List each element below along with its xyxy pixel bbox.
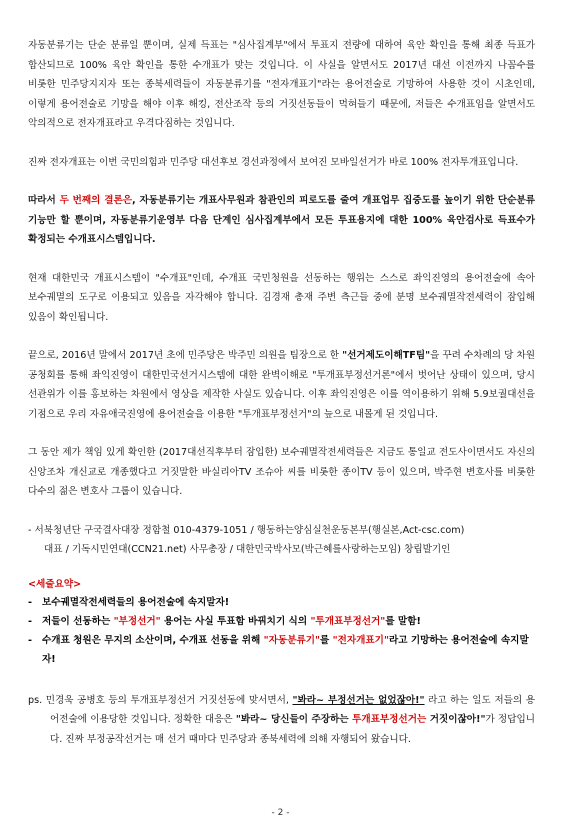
conclusion-highlight: 두 번째의 결론은: [59, 195, 133, 206]
summary-item-3-d: "전자개표기": [332, 634, 389, 646]
ps-paragraph: [28, 691, 535, 750]
page-number: - 2 -: [271, 808, 290, 818]
summary-item-2-c: 용어는 사실 투표함 바꿔치기 식의: [160, 615, 311, 627]
summary-item-1: - 보수궤멸작전세력들의 용어전술에 속지말자!: [28, 596, 230, 608]
author-contact: [28, 521, 535, 560]
summary-item-3: - 수개표 청원은 무지의 소산이며, 수개표 선동을 위해 "자동분류기"를 "전자개표기"라고 기망하는 용어전술에 속지말자!: [28, 634, 529, 665]
paragraph-3-rest: , 자동분류기는 개표사무원과 참관인의 피로도를 줄여 개표업무 집중도를 높이기 위한 단순분류 기능만 할 뿐이며, 자동분류기운영부 다음 단계인 심사집계부에서 모든 투표용지에 대한 100% 육안검사로 득표수가 확정되는 수개표시스템입니다.: [28, 195, 535, 245]
ps-a: 민경욱 공병호 등의 투개표부정선거 거짓선동에 맞서면서,: [45, 694, 293, 706]
ps-c: 라고 하는 일도 저들의 용어전술에 이용당한 것입니다. 정확한 대응은: [50, 694, 535, 725]
summary-item-3-b: "자동분류기": [263, 634, 320, 646]
ps-quote-2-red: 투개표부정선거는: [352, 714, 427, 725]
ps-quote-1: "봐라~ 부정선거는 없었잖아!": [292, 694, 425, 706]
summary-item-2-a: 저들이 선동하는: [42, 615, 114, 627]
contact-line-1: - 서북청년단 구국결사대장 정함철 010-4379-1051 / 행동하는양심실천운동본부(행실본,Act-csc.com): [28, 524, 465, 536]
summary-title: <세줄요약>: [28, 578, 82, 590]
paragraph-5-c: 을 꾸려 수차례의 당 차원 공청회를 통해 좌익진영이 대한민국선거시스템에 대한 완벽이해로 "투개표부정선거론"에서 벗어난 상태이 있으며, 당시 선관위가 이를 홍보하는 차원에서 영상을 제작한 사실도 있습니다. 이후 좌익진영은 이를 역이용하기 위해 5.9보궐대선을 기점으로 우리 자유애국진영에 용어전술을 이용한 "투개표부정선거"의 늪으로 내몰게 된 것입니다.: [28, 350, 535, 420]
summary-item-2-b: "부정선거": [113, 615, 161, 627]
paragraph-3-prefix: 따라서: [28, 195, 60, 206]
summary-item-1-text: 보수궤멸작전세력들의 용어전술에 속지말자!: [42, 596, 230, 608]
summary-item-3-e: 라고 기망하는 용어전술에 속지말자!: [42, 634, 529, 665]
paragraph-6: 그 동안 제가 책임 있게 확인한 (2017대선직후부터 잠입한) 보수궤멸작전세력들은 지금도 통일교 전도사이면서도 자신의 신앙조차 개신교로 개종했다고 거짓말한 바실리아TV 조슈아 씨를 비롯한 종이TV 등이 있으며, 박주현 변호사를 비롯한 다수의 젊은 변호사 그룹이 있습니다.: [28, 447, 535, 497]
paragraph-3: [28, 191, 535, 250]
summary-item-2: - 저들이 선동하는 "부정선거" 용어는 사실 투표함 바꿔치기 식의 "투개표부정선거"를 말함!: [28, 615, 421, 627]
tf-team-name: "선거제도이해TF팀": [342, 350, 431, 361]
summary-item-3-a: 수개표 청원은 무지의 소산이며, 수개표 선동을 위해: [42, 634, 264, 646]
paragraph-5-a: 끝으로, 2016년 말에서 2017년 초에 민주당은 박주민 의원을 팀장으로 한: [28, 350, 343, 361]
ps-quote-2-end: 거짓이잖아!": [426, 714, 486, 725]
paragraph-1: 자동분류기는 단순 분류일 뿐이며, 실제 득표는 "심사집계부"에서 투표지 전량에 대하여 육안 확인을 통해 최종 득표가 합산되므로 100% 육안 확인을 통한 수개표가 맞는 것입니다. 이 사실을 알면서도 2017년 대선 이전까지 나꼼수를 비롯한 민주당지지자 또는 종북세력들이 자동분류기를 "전자개표기"라는 용어전술로 기망하여 사용한 것이 시초인데, 이렇게 용어전술로 기망을 해야 이후 해킹, 전산조작 등의 거짓선동들이 먹혀들기 때문에, 저들은 수개표임을 알면서도 악의적으로 전자개표라고 우격다짐하는 것입니다.: [28, 40, 535, 129]
ps-quote-2: "봐라~ 당신들이 주장하는: [235, 714, 353, 725]
ps-g: 가 정답입니다. 진짜 부정공작선거는 매 선거 때마다 민주당과 종북세력에 의해 자행되어 왔습니다.: [50, 714, 535, 745]
paragraph-5: [28, 346, 535, 424]
ps-label: ps.: [28, 694, 43, 706]
paragraph-2: 진짜 전자개표는 이번 국민의힘과 민주당 대선후보 경선과정에서 보여진 모바일선거가 바로 100% 전자투개표입니다.: [28, 156, 519, 168]
contact-line-2: 대표 / 기독시민연대(CCN21.net) 사무총장 / 대한민국박사모(박근혜를사랑하는모임) 창립발기인: [44, 544, 451, 555]
summary-item-3-c: 를: [320, 634, 333, 646]
paragraph-4: 현재 대한민국 개표시스템이 "수개표"인데, 수개표 국민청원을 선동하는 행위는 스스로 좌익진영의 용어전술에 속아 보수궤멸의 도구로 이용되고 있음을 자각해야 합니다. 김경재 총재 주변 측근들 중에 분명 보수궤멸작전세력이 잠입해 있음이 확인됩니다.: [28, 272, 535, 323]
summary-item-2-e: 를 말함!: [385, 615, 421, 627]
summary-item-2-d: "투개표부정선거": [310, 615, 386, 627]
